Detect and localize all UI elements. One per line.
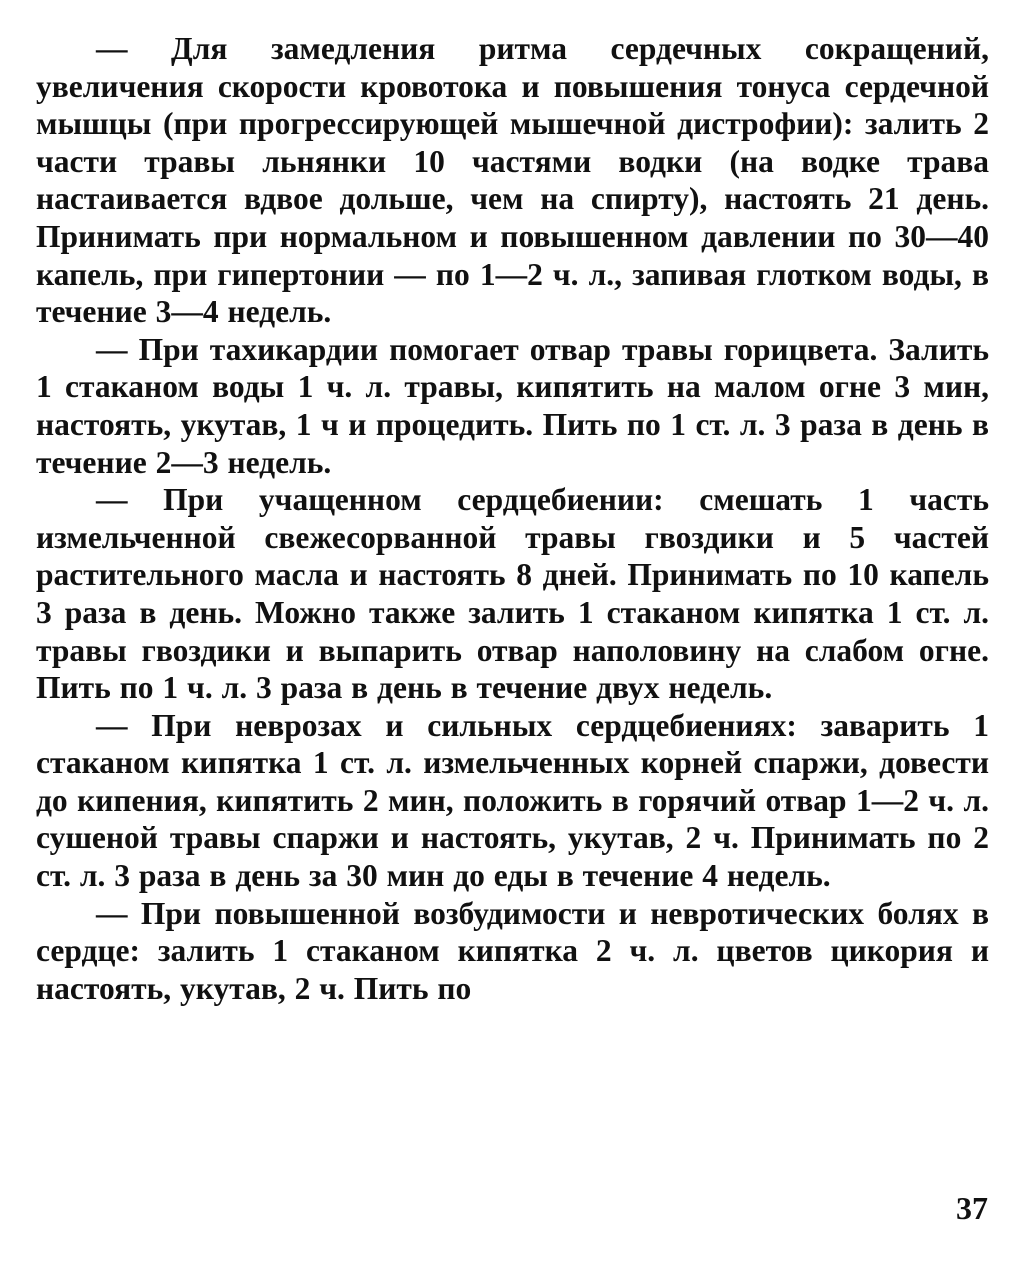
page-body bbox=[36, 30, 989, 1007]
paragraph-2: — При тахикардии помогает отвар травы горицвета. Залить 1 стаканом воды 1 ч. л. травы, кипятить на малом огне 3 мин, настоять, укутав, 1 ч и процедить. Пить по 1 ст. л. 3 раза в день в течение 2—3 недель. bbox=[36, 331, 989, 480]
paragraph-3: — При учащенном сердцебиении: смешать 1 часть измельченной свежесорванной травы гвоздики и 5 частей растительного масла и настоять 8 дней. Принимать по 10 капель 3 раза в день. Можно также залить 1 стаканом кипятка 1 ст. л. травы гвоздики и выпарить отвар наполовину на слабом огне. Пить по 1 ч. л. 3 раза в день в течение двух недель. bbox=[36, 482, 989, 706]
page-number: 37 bbox=[956, 1190, 988, 1226]
paragraph-4: — При неврозах и сильных сердцебиениях: заварить 1 стаканом кипятка 1 ст. л. измельченных корней спаржи, довести до кипения, кипятить 2 мин, положить в горячий отвар 1—2 ч. л. сушеной травы спаржи и настоять, укутав, 2 ч. Принимать по 2 ст. л. 3 раза в день за 30 мин до еды в течение 4 недель. bbox=[36, 707, 989, 894]
paragraph-1: — Для замедления ритма сердечных сокращений, увеличения скорости кровотока и повышения тонуса сердечной мышцы (при прогрессирующей мышечной дистрофии): залить 2 части травы льнянки 10 частями водки (на водке трава настаивается вдвое дольше, чем на спирту), настоять 21 день. Принимать при нормальном и повышенном давлении по 30—40 капель, при гипертонии — по 1—2 ч. л., запивая глотком воды, в течение 3—4 недель. bbox=[36, 31, 989, 330]
paragraph-5: — При повышенной возбудимости и невротических болях в сердце: залить 1 стаканом кипятка 2 ч. л. цветов цикория и настоять, укутав, 2 ч. Пить по bbox=[36, 895, 989, 1006]
